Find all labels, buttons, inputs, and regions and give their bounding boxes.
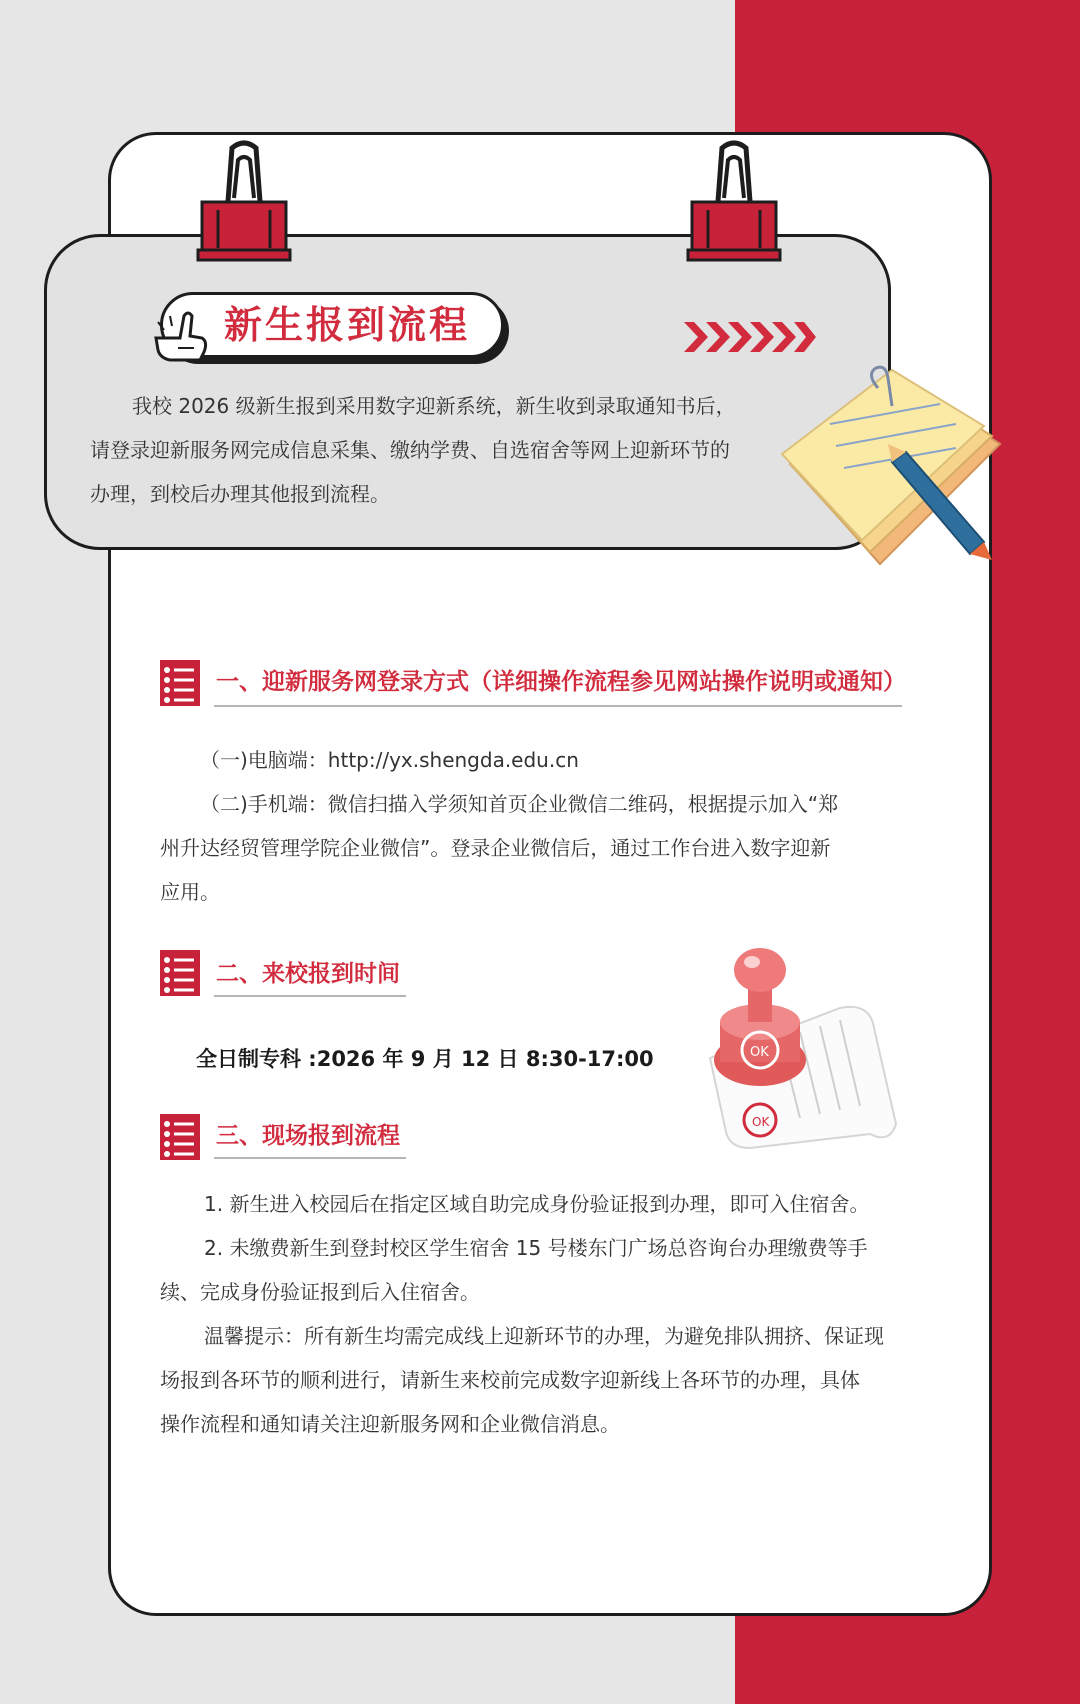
arrival-date: 全日制专科 :2026 年 9 月 12 日 8:30-17:00	[196, 1047, 654, 1071]
section-title: 二、来校报到时间	[216, 961, 400, 987]
procedure-item: 1. 新生进入校园后在指定区域自助完成身份验证报到办理，即可入住宿舍。	[204, 1192, 870, 1216]
checklist-icon	[158, 658, 202, 708]
intro-line: 办理，到校后办理其他报到流程。	[90, 482, 390, 506]
pointing-hand-icon	[150, 308, 210, 364]
text-line: 温馨提示：所有新生均需完成线上迎新环节的办理，为避免排队拥挤、保证现	[204, 1324, 884, 1348]
mobile-login-paragraph	[160, 782, 940, 914]
chevrons-icon	[684, 318, 816, 356]
stamp-icon	[690, 948, 920, 1158]
stamp-face-text: OK	[750, 1045, 769, 1060]
text-line: 2. 未缴费新生到登封校区学生宿舍 15 号楼东门广场总咨询台办理缴费等手	[204, 1236, 868, 1260]
intro-line: 我校 2026 级新生报到采用数字迎新系统，新生收到录取通知书后，	[132, 394, 736, 418]
pc-login-line: （一)电脑端：http://yx.shengda.edu.cn	[200, 748, 579, 772]
checklist-icon	[158, 1112, 202, 1162]
binder-clip-icon	[196, 138, 292, 268]
stamp-mark-text: OK	[752, 1115, 770, 1129]
section-divider	[214, 705, 902, 707]
text-line: 场报到各环节的顺利进行，请新生来校前完成数字迎新线上各环节的办理，具体	[160, 1368, 860, 1392]
section-title: 三、现场报到流程	[216, 1123, 400, 1149]
notepad-pencil-icon	[770, 364, 1010, 594]
intro-line: 请登录迎新服务网完成信息采集、缴纳学费、自选宿舍等网上迎新环节的	[90, 438, 730, 462]
page-title: 新生报到流程	[224, 303, 471, 347]
procedure-list	[160, 1182, 940, 1446]
text-line: 应用。	[160, 880, 220, 904]
checklist-icon	[158, 948, 202, 998]
binder-clip-icon	[686, 138, 782, 268]
section-title: 一、迎新服务网登录方式（详细操作流程参见网站操作说明或通知）	[216, 669, 906, 695]
intro-paragraph	[90, 384, 790, 516]
text-line: 操作流程和通知请关注迎新服务网和企业微信消息。	[160, 1412, 620, 1436]
section-divider	[214, 995, 406, 997]
text-line: 续、完成身份验证报到后入住宿舍。	[160, 1280, 480, 1304]
text-line: （二)手机端：微信扫描入学须知首页企业微信二维码，根据提示加入“郑	[200, 792, 839, 816]
section-divider	[214, 1157, 406, 1159]
text-line: 州升达经贸管理学院企业微信”。登录企业微信后，通过工作台进入数字迎新	[160, 836, 831, 860]
